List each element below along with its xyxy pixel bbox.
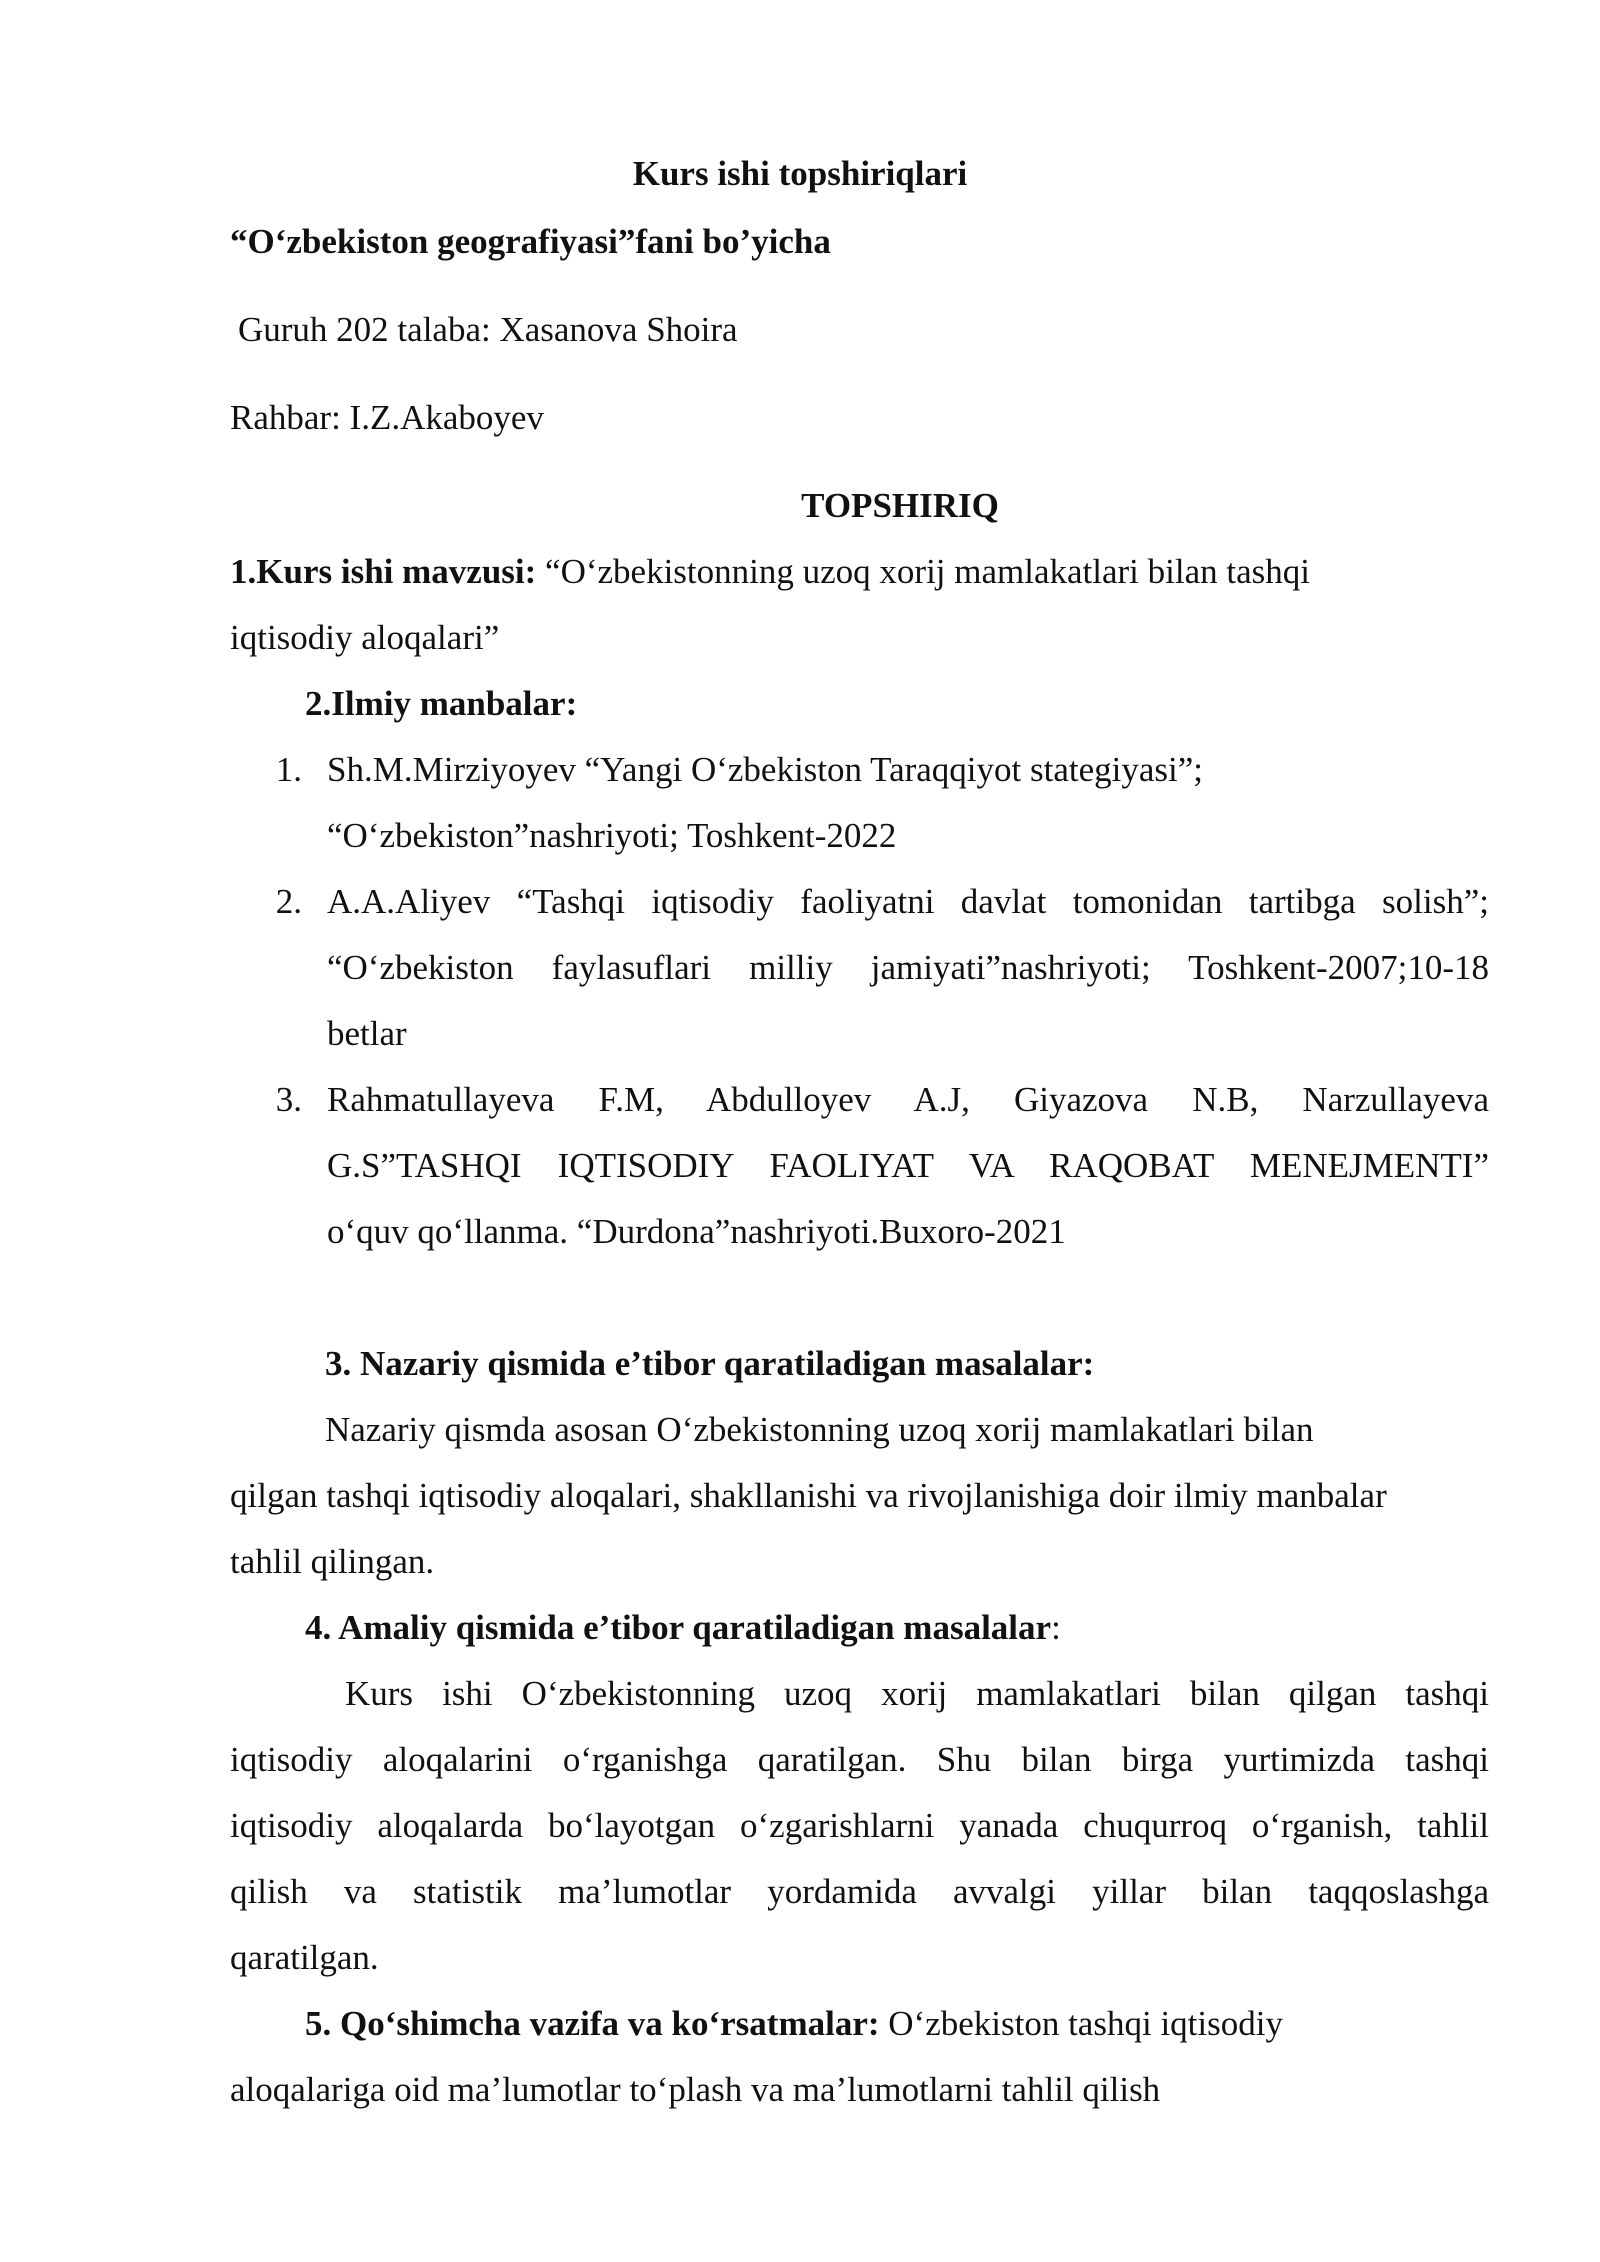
source-3-line-1: Rahmatullayeva F.M, Abdulloyev A.J, Giyazova N.B, Narzullayeva bbox=[327, 1080, 1489, 1119]
source-1-line-1: Sh.M.Mirziyoyev “Yangi O‘zbekiston Taraqqiyot stategiyasi”; bbox=[327, 750, 1203, 789]
section-4-line-2: iqtisodiy aloqalarini o‘rganishga qaratilgan. Shu bilan birga yurtimizda tashqi bbox=[230, 1740, 1489, 1779]
section-3-line-2: qilgan tashqi iqtisodiy aloqalari, shakllanishi va rivojlanishiga doir ilmiy manbalar bbox=[230, 1476, 1387, 1515]
source-2-number: 2. bbox=[275, 882, 302, 921]
source-1-line-2: “O‘zbekiston”nashriyoti; Toshkent-2022 bbox=[327, 816, 897, 855]
section-1-line-1 bbox=[230, 550, 1310, 594]
section-4-line-3: iqtisodiy aloqalarda bo‘layotgan o‘zgarishlarni yanada chuqurroq o‘rganish, tahlil bbox=[230, 1806, 1489, 1845]
section-4-colon: : bbox=[1051, 1608, 1061, 1647]
source-3-number: 3. bbox=[275, 1080, 302, 1119]
section-1-line-2: iqtisodiy aloqalari” bbox=[230, 618, 500, 657]
section-4-label: 4. Amaliy qismida e’tibor qaratiladigan masalalar bbox=[305, 1608, 1052, 1647]
supervisor-line: Rahbar: I.Z.Akaboyev bbox=[230, 398, 544, 437]
subject-line: “O‘zbekiston geografiyasi”fani bo’yicha bbox=[230, 222, 831, 261]
task-heading: TOPSHIRIQ bbox=[801, 486, 999, 525]
source-2-line-1: A.A.Aliyev “Tashqi iqtisodiy faoliyatni davlat tomonidan tartibga solish”; bbox=[327, 882, 1489, 921]
section-3-label: 3. Nazariy qismida e’tibor qaratiladigan masalalar: bbox=[325, 1344, 1095, 1383]
source-2-line-2: “O‘zbekiston faylasuflari milliy jamiyati”nashriyoti; Toshkent-2007;10-18 bbox=[327, 948, 1489, 987]
section-3-line-1: Nazariy qismda asosan O‘zbekistonning uzoq xorij mamlakatlari bilan bbox=[325, 1410, 1314, 1449]
source-2-line-3: betlar bbox=[327, 1014, 407, 1053]
section-5-label: 5. Qo‘shimcha vazifa va ko‘rsatmalar: bbox=[305, 2004, 880, 2043]
section-4-line-4: qilish va statistik ma’lumotlar yordamida avvalgi yillar bilan taqqoslashga bbox=[230, 1872, 1489, 1911]
section-1-text: “O‘zbekistonning uzoq xorij mamlakatlari bilan tashqi bbox=[536, 552, 1310, 591]
section-2-label: 2.Ilmiy manbalar: bbox=[305, 684, 578, 723]
section-3-line-3: tahlil qilingan. bbox=[230, 1542, 435, 1581]
section-5-line-2: aloqalariga oid ma’lumotlar to‘plash va ma’lumotlarni tahlil qilish bbox=[230, 2070, 1161, 2109]
section-5-line-1 bbox=[305, 2002, 1283, 2046]
section-5-text: O‘zbekiston tashqi iqtisodiy bbox=[879, 2004, 1283, 2043]
student-line: Guruh 202 talaba: Xasanova Shoira bbox=[238, 310, 738, 349]
section-1-label: 1.Kurs ishi mavzusi: bbox=[230, 552, 537, 591]
section-4-line-1: Kurs ishi O‘zbekistonning uzoq xorij mamlakatlari bilan qilgan tashqi bbox=[345, 1674, 1489, 1713]
section-4-heading bbox=[305, 1606, 1061, 1650]
source-1-number: 1. bbox=[275, 750, 302, 789]
source-3-line-2: G.S”TASHQI IQTISODIY FAOLIYAT VA RAQOBAT MENEJMENTI” bbox=[327, 1146, 1489, 1185]
section-4-line-5: qaratilgan. bbox=[230, 1938, 379, 1977]
document-title: Kurs ishi topshiriqlari bbox=[632, 154, 968, 193]
source-3-line-3: o‘quv qo‘llanma. “Durdona”nashriyoti.Buxoro-2021 bbox=[327, 1212, 1066, 1251]
